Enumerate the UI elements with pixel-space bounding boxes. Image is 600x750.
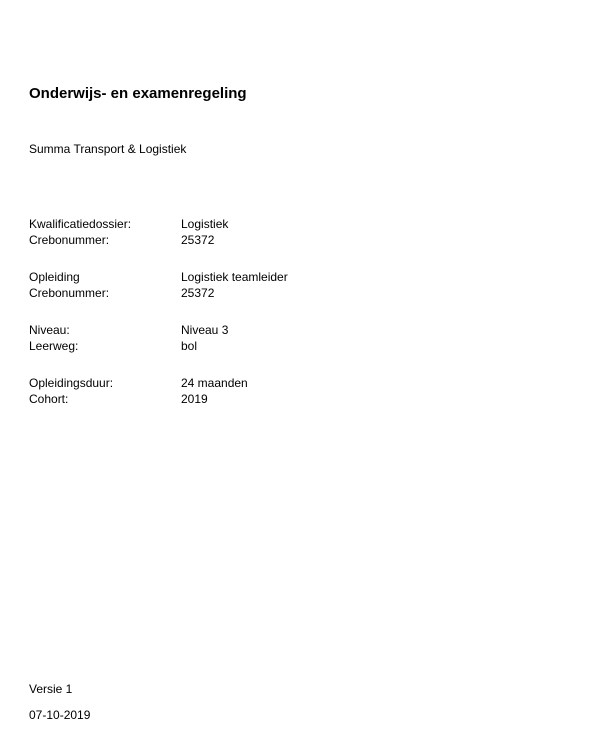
info-label: Kwalificatiedossier: (29, 217, 132, 231)
info-value: 2019 (181, 392, 208, 406)
info-row (29, 338, 429, 354)
info-row (29, 375, 429, 391)
info-row (29, 216, 429, 232)
version-label: Versie 1 (29, 682, 73, 696)
info-value: bol (181, 339, 198, 353)
info-value: 25372 (181, 233, 215, 247)
document-date: 07-10-2019 (29, 708, 91, 722)
info-label: Opleiding (29, 270, 80, 284)
education-section (29, 269, 429, 301)
info-label: Opleidingsduur: (29, 376, 114, 390)
info-label: Cohort: (29, 392, 69, 406)
info-value: Logistiek (181, 217, 229, 231)
info-label: Crebonummer: (29, 233, 110, 247)
info-row (29, 391, 429, 407)
info-value: 24 maanden (181, 376, 248, 390)
document-title: Onderwijs- en examenregeling (29, 85, 247, 102)
info-row (29, 269, 429, 285)
info-value: 25372 (181, 286, 215, 300)
info-row (29, 285, 429, 301)
info-value: Niveau 3 (181, 323, 229, 337)
info-row (29, 232, 429, 248)
info-label: Niveau: (29, 323, 70, 337)
organization-name: Summa Transport & Logistiek (29, 142, 187, 156)
level-section (29, 322, 429, 354)
info-row (29, 322, 429, 338)
info-label: Crebonummer: (29, 286, 110, 300)
qualification-dossier-section (29, 216, 429, 248)
info-value: Logistiek teamleider (181, 270, 288, 284)
duration-section (29, 375, 429, 407)
info-label: Leerweg: (29, 339, 79, 353)
